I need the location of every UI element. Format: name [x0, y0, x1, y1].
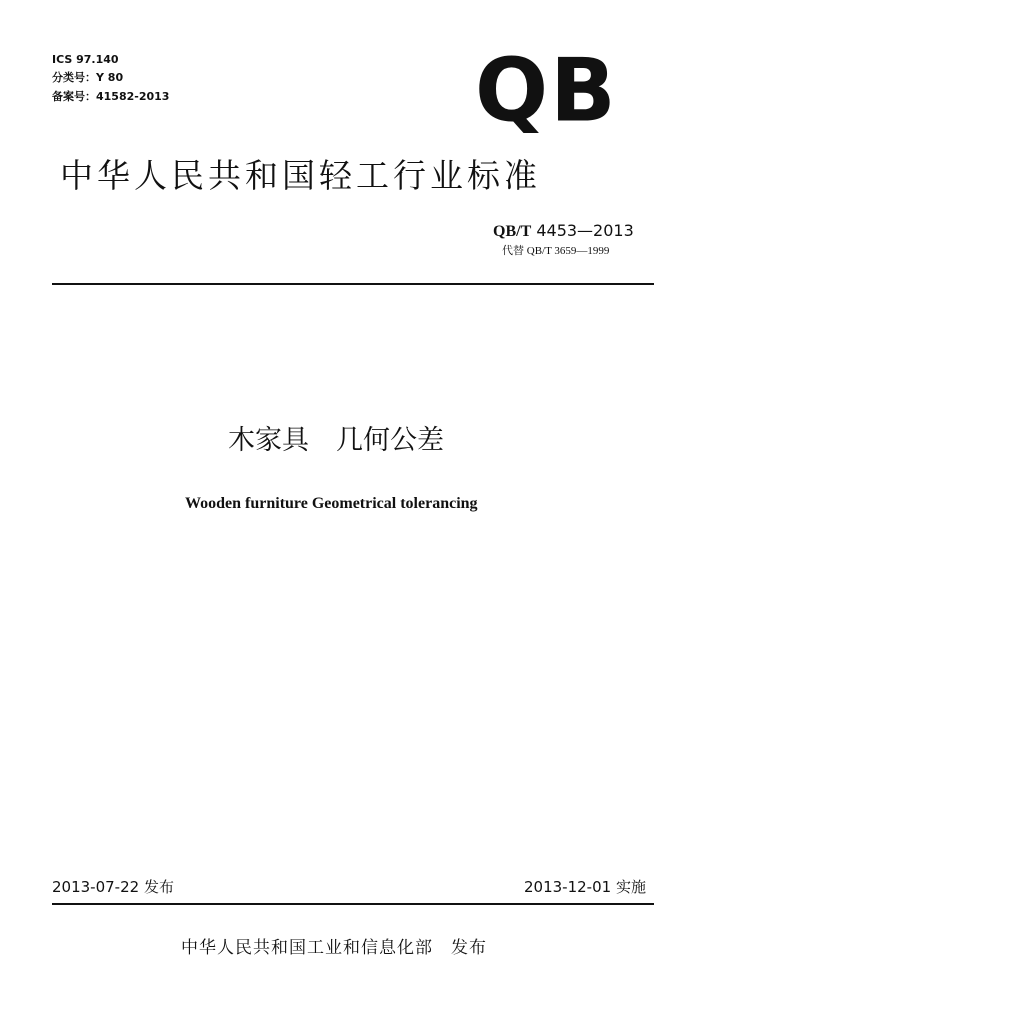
publisher: 中华人民共和国工业和信息化部 发布	[181, 938, 487, 958]
issue-date: 2013-07-22 发布	[52, 878, 174, 896]
top-divider	[52, 283, 654, 285]
standard-number-year: 4453—2013	[536, 221, 634, 240]
replaces-standard: 代替 QB/T 3659—1999	[502, 245, 610, 257]
standard-heading: 中华人民共和国轻工行业标准	[60, 156, 541, 195]
document-title-en: Wooden furniture Geometrical tolerancing	[185, 495, 478, 512]
classification-number: 分类号：Y 80	[52, 71, 124, 84]
standard-code: QB/T	[493, 223, 532, 240]
bottom-divider	[52, 903, 654, 905]
document-title-cn: 木家具 几何公差	[228, 425, 444, 456]
qb-logo: QB	[475, 40, 618, 142]
standard-number	[493, 222, 634, 241]
implementation-date: 2013-12-01 实施	[524, 878, 646, 896]
ics-code: ICS 97.140	[52, 53, 119, 66]
record-number: 备案号：41582-2013	[52, 90, 170, 103]
